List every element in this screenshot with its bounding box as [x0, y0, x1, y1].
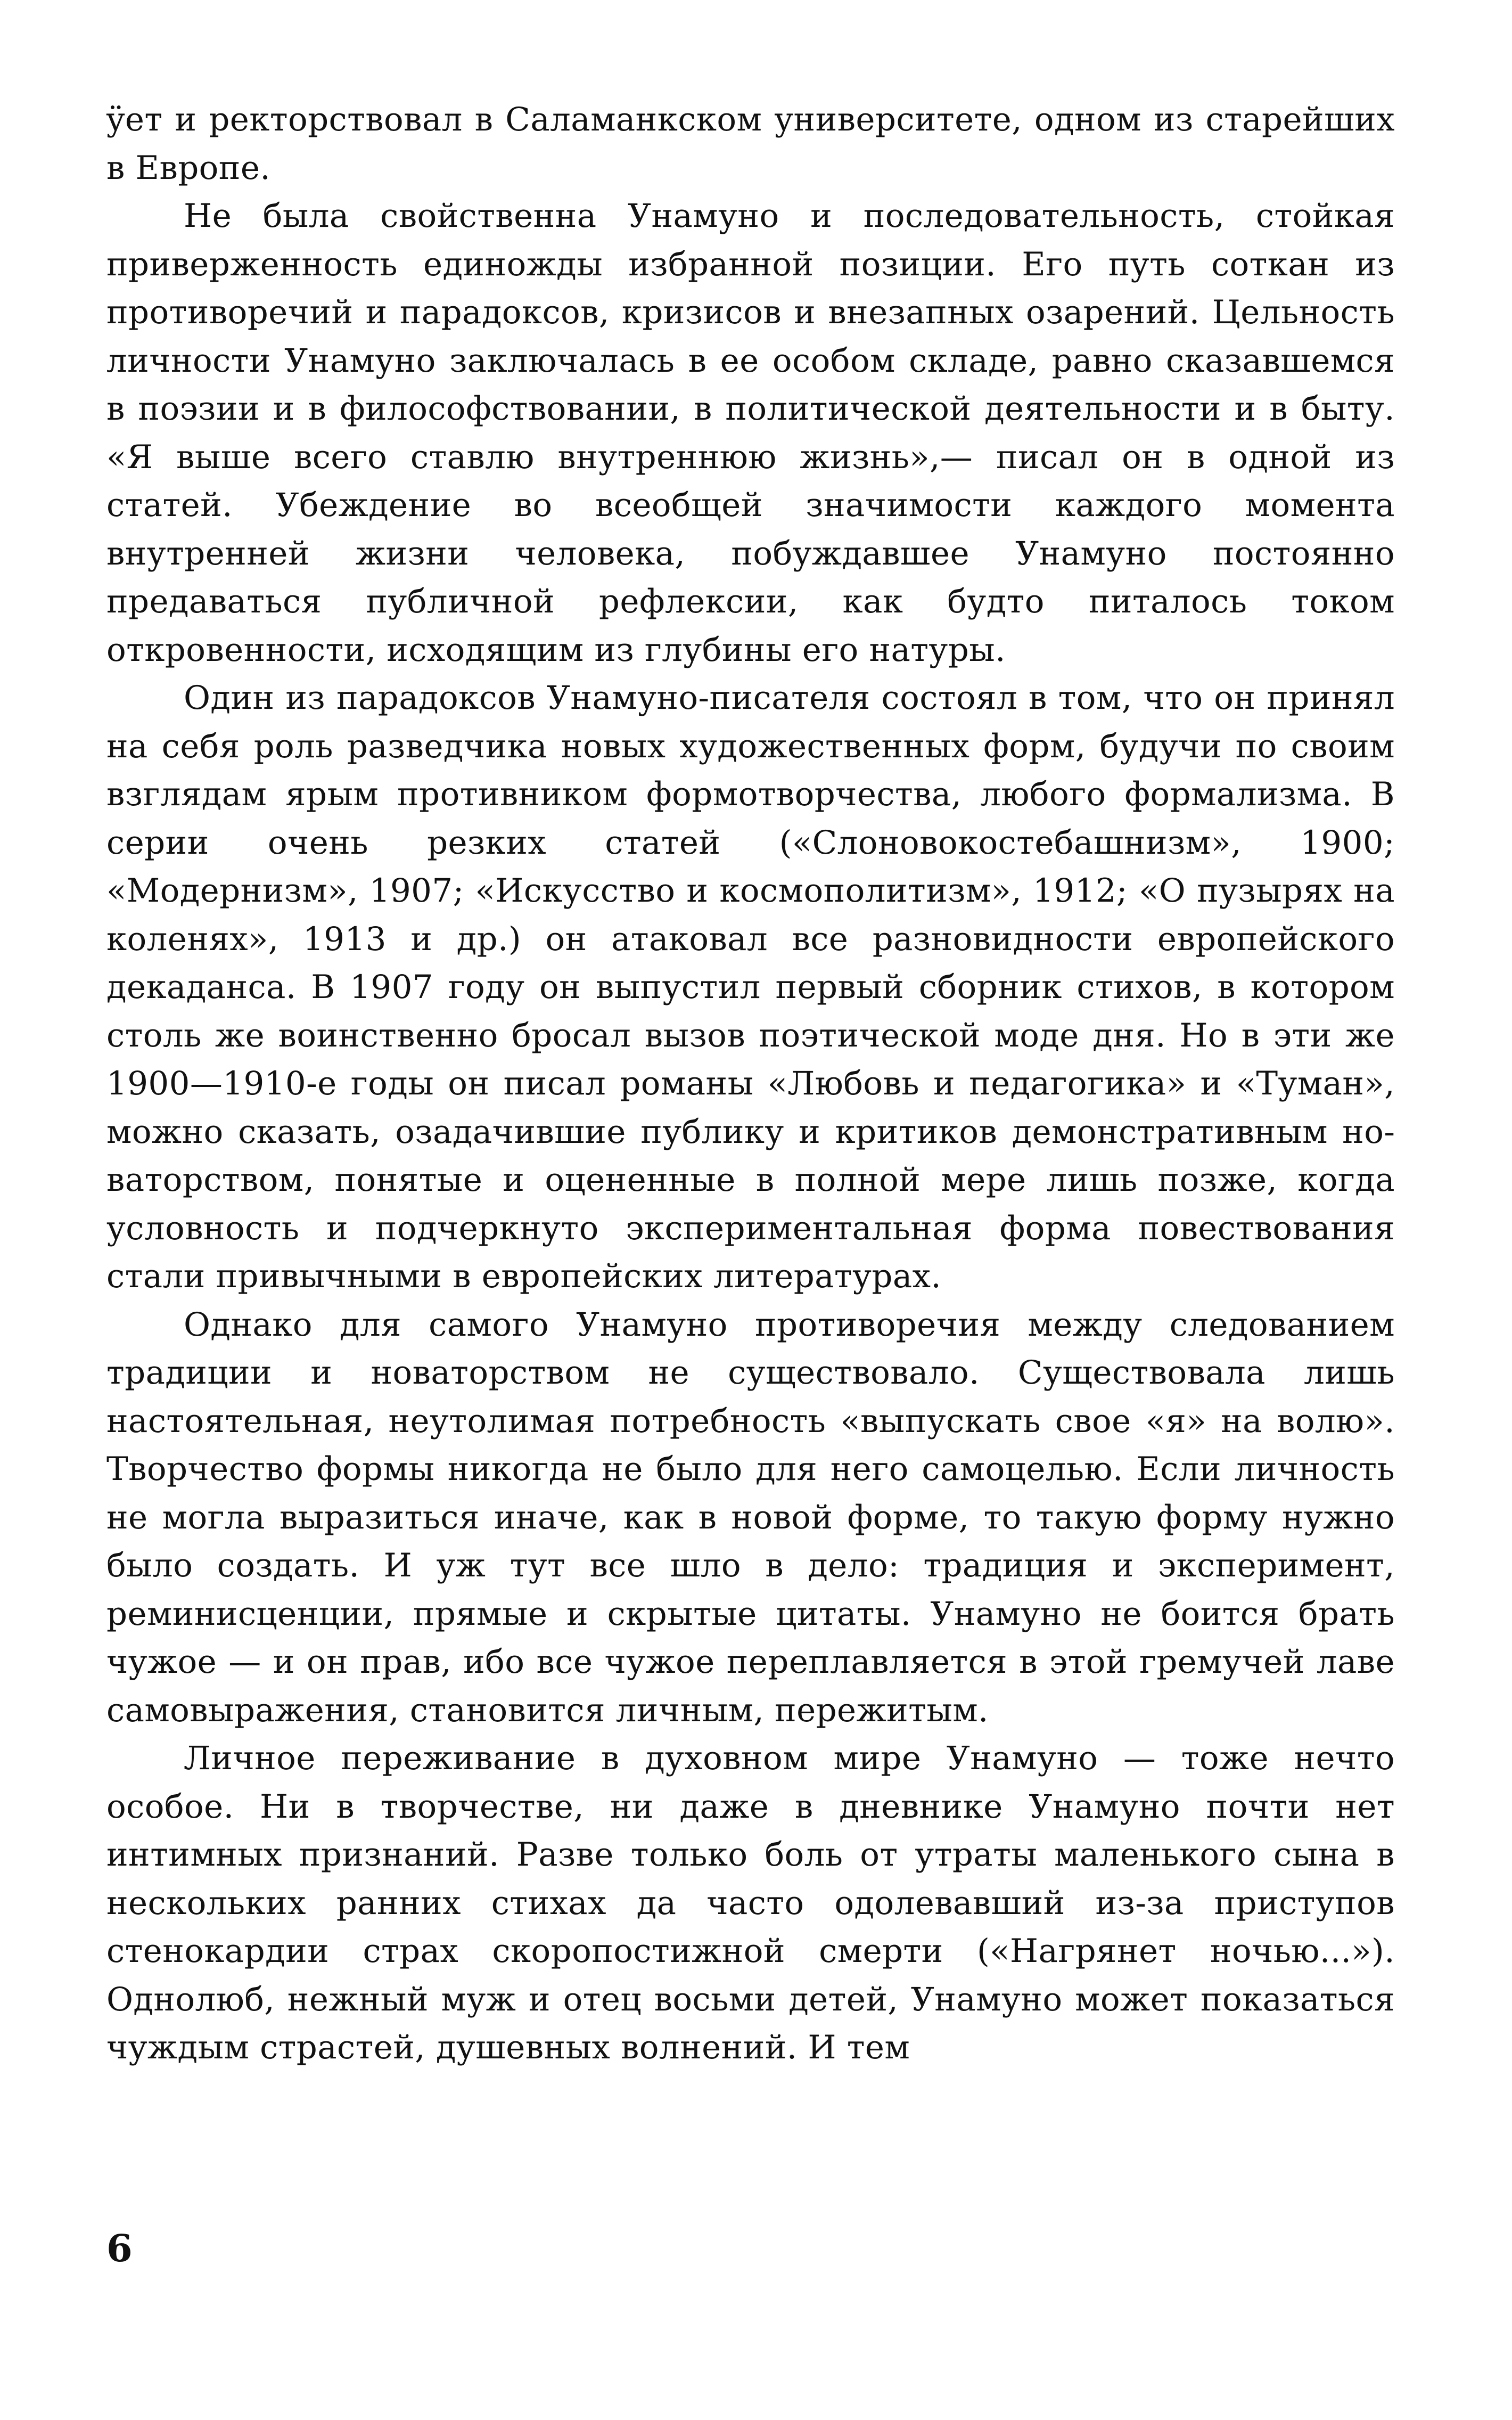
paragraph: Личное переживание в духовном мире Унамуно — тоже нечто особое. Ни в творчестве, ни даже в дневнике Унамуно почти нет интимных признаний. Разве только боль от утраты маленького сына в нескольких ранних стихах да часто одолевавший из-за приступов стенокардии страх скоропостижной смерти («Нагрянет ночью...»). Однолюб, нежный муж и отец восьми детей, Унамуно может показаться чуждым страстей, душевных волнений. И тем [106, 1739, 1395, 2066]
page-body [106, 96, 1395, 2072]
paragraph-continuation: ÿет и ректорствовал в Саламанкском университете, одном из старейших в Европе. [106, 101, 1395, 187]
paragraph: Однако для самого Унамуно противоречия между следованием традиции и новаторством не существовало. Существовала лишь настоятельная, неутолимая потребность «выпускать свое «я» на волю». Творчество формы никогда не было для него самоцелью. Если личность не могла выразиться иначе, как в новой форме, то такую форму нужно было создать. И уж тут все шло в дело: традиция и эксперимент, реминисценции, прямые и скрытые цитаты. Унамуно не боится брать чужое — и он прав, ибо все чужое переплавляется в этой гремучей лаве самовыражения, становится личным, пережитым. [106, 1305, 1395, 1729]
paragraph: Один из парадоксов Унамуно-писателя состоял в том, что он принял на себя роль разведчика новых художественных форм, будучи по своим взглядам ярым противником формотворчества, любого формализма. В серии очень резких статей («Слоновокостебашнизм», 1900; «Модернизм», 1907; «Искусство и космополитизм», 1912; «О пузырях на коленях», 1913 и др.) он атаковал все разновидности европейского декаданса. В 1907 году он выпустил первый сборник стихов, в котором столь же воинственно бросал вызов поэтической моде дня. Но в эти же 1900—1910-е годы он писал романы «Любовь и педагогика» и «Туман», можно сказать, озадачившие публику и критиков демонстративным новаторством, понятые и оцененные в полной мере лишь позже, когда условность и подчеркнуто экспериментальная форма повествования стали привычными в европейских литературах. [106, 679, 1395, 1295]
page-number: 6 [106, 2226, 133, 2270]
paragraph: Не была свойственна Унамуно и последовательность, стойкая приверженность единожды избранной позиции. Его путь соткан из противоречий и парадоксов, кризисов и внезапных озарений. Цельность личности Унамуно заключалась в ее особом складе, равно сказавшемся в поэзии и в философствовании, в политической деятельности и в быту. «Я выше всего ставлю внутреннюю жизнь»,— писал он в одной из статей. Убеждение во всеобщей значимости каждого момента внутренней жизни человека, побуждавшее Унамуно постоянно предаваться публичной рефлексии, как будто питалось током откровенности, исходящим из глубины его натуры. [106, 197, 1395, 669]
